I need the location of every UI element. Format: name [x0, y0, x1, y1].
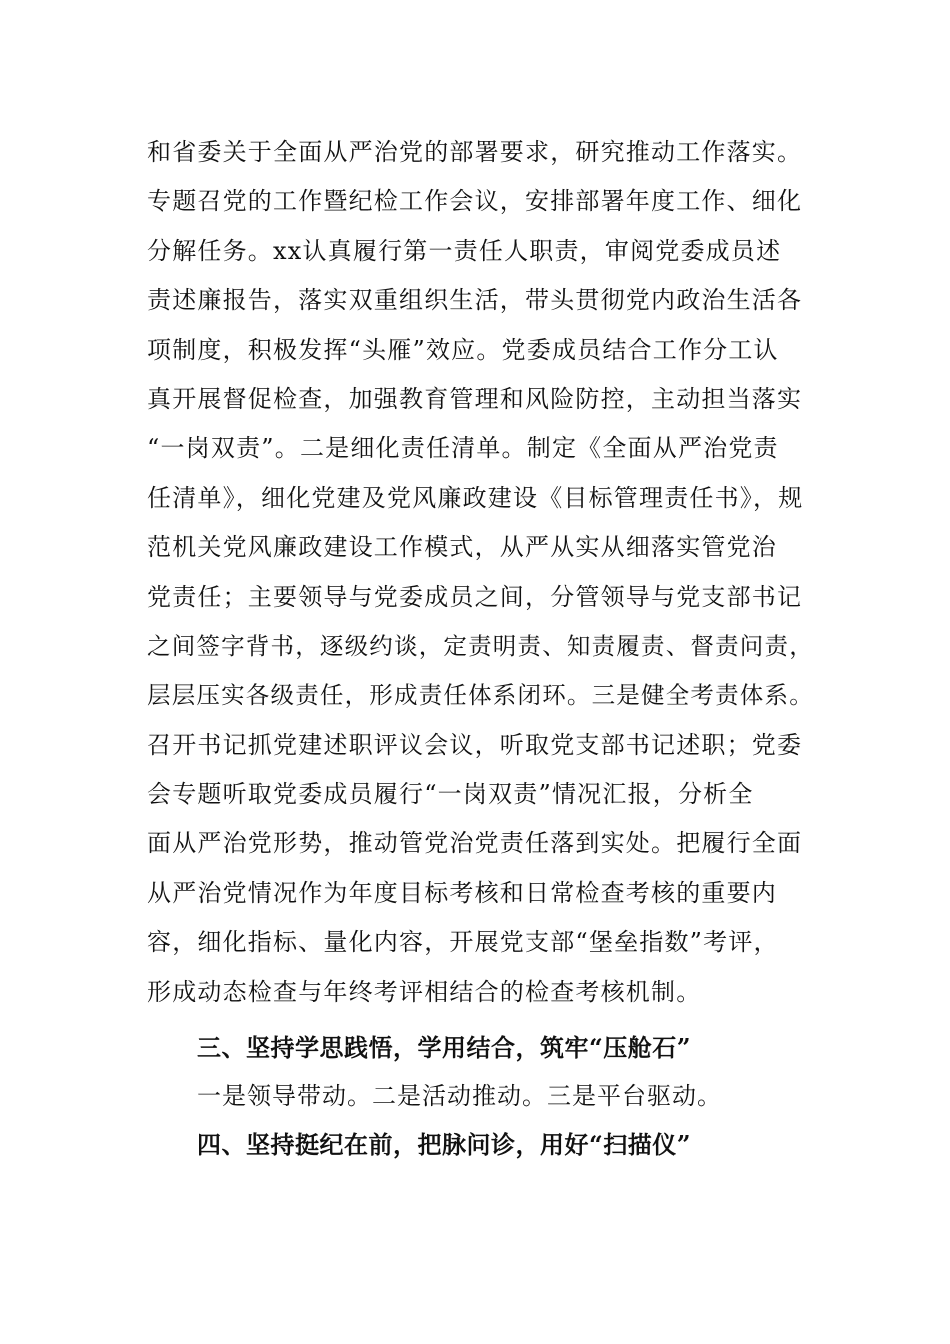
body-line: 和省委关于全面从严治党的部署要求，研究推动工作落实。	[147, 138, 803, 166]
body-line: 真开展督促检查，加强教育管理和风险防控，主动担当落实	[147, 384, 803, 413]
body-line: 项制度，积极发挥“头雁”效应。党委成员结合工作分工认	[147, 335, 779, 364]
body-line: 从严治党情况作为年度目标考核和日常检查考核的重要内	[147, 878, 777, 907]
body-line: “一岗双责”。二是细化责任清单。制定《全面从严治党责	[147, 434, 779, 463]
body-line: 容，细化指标、量化内容，开展党支部“堡垒指数”考评，	[147, 928, 779, 957]
body-line: 专题召党的工作暨纪检工作会议，安排部署年度工作、细化	[147, 187, 803, 216]
body-line: 召开书记抓党建述职评议会议，听取党支部书记述职；党委	[147, 730, 803, 759]
section-3-text: 一是领导带动。二是活动推动。三是平台驱动。	[197, 1082, 722, 1110]
body-line: 范机关党风廉政建设工作模式，从严从实从细落实管党治	[147, 533, 777, 562]
body-line: 会专题听取党委成员履行“一岗双责”情况汇报，分析全	[147, 780, 754, 809]
body-line: 层层压实各级责任，形成责任体系闭环。三是健全考责体系。	[147, 681, 814, 710]
body-line: 分解任务。xx认真履行第一责任人职责，审阅党委成员述	[147, 236, 782, 265]
body-paragraph	[147, 128, 817, 1017]
section-heading-4: 四、坚持挺纪在前，把脉问诊，用好“扫描仪”	[197, 1130, 692, 1159]
body-line: 形成动态检查与年终考评相结合的检查考核机制。	[147, 977, 702, 1006]
body-line: 党责任；主要领导与党委成员之间，分管领导与党支部书记	[147, 582, 803, 611]
body-line: 面从严治党形势，推动管党治党责任落到实处。把履行全面	[147, 829, 803, 858]
section-heading-3: 三、坚持学思践悟，学用结合，筑牢“压舱石”	[197, 1033, 692, 1062]
body-line: 任清单》，细化党建及党风廉政建设《目标管理责任书》，规	[147, 483, 804, 512]
body-line: 责述廉报告，落实双重组织生活，带头贯彻党内政治生活各	[147, 286, 803, 315]
body-line: 之间签字背书，逐级约谈，定责明责、知责履责、督责问责，	[147, 631, 814, 660]
